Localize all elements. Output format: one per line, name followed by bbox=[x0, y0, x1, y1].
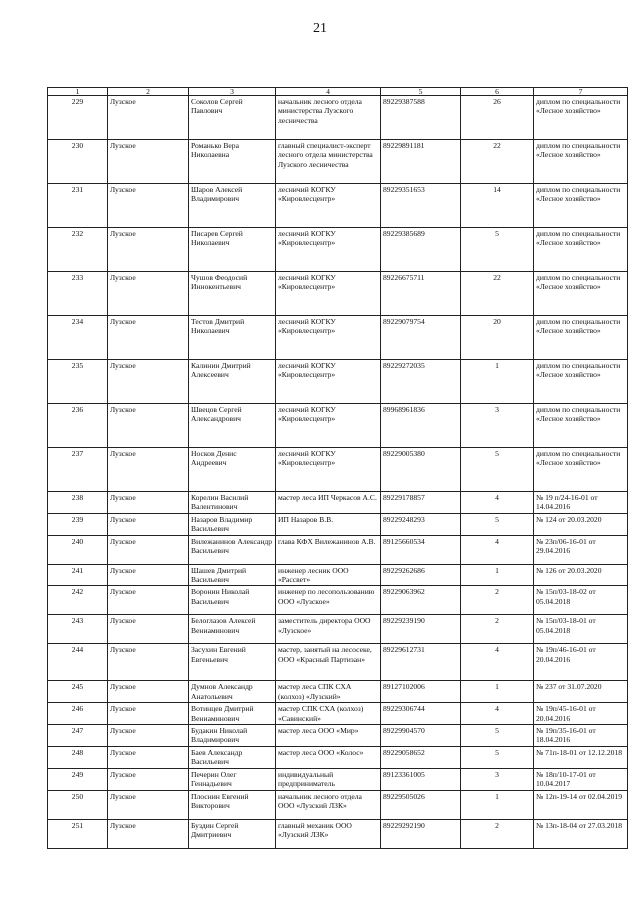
experience-cell: 3 bbox=[461, 404, 534, 448]
table-row bbox=[48, 586, 628, 615]
position-cell: лесничий КОГКУ «Кировлесцентр» bbox=[276, 404, 381, 448]
document-cell: № 15п/03-18-01 от 05.04.2018 bbox=[534, 615, 628, 644]
document-cell: № 126 от 20.03.2020 bbox=[534, 564, 628, 586]
phone-cell: 89968961836 bbox=[381, 404, 461, 448]
experience-cell: 4 bbox=[461, 535, 534, 564]
district-cell: Лузское bbox=[108, 228, 189, 272]
table-row bbox=[48, 681, 628, 703]
phone-cell: 89229248293 bbox=[381, 513, 461, 535]
table-row bbox=[48, 644, 628, 681]
table-row bbox=[48, 316, 628, 360]
position-cell: лесничий КОГКУ «Кировлесцентр» bbox=[276, 316, 381, 360]
position-cell: инженер по лесопользованию ООО «Лузское» bbox=[276, 586, 381, 615]
table-row bbox=[48, 513, 628, 535]
district-cell: Лузское bbox=[108, 404, 189, 448]
table-row bbox=[48, 228, 628, 272]
position-cell: начальник лесного отдела министерства Лузского лесничества bbox=[276, 96, 381, 140]
table-row bbox=[48, 492, 628, 514]
phone-cell: 89127102006 bbox=[381, 681, 461, 703]
phone-cell: 89229612731 bbox=[381, 644, 461, 681]
experience-cell: 2 bbox=[461, 819, 534, 848]
experience-cell: 1 bbox=[461, 681, 534, 703]
document-cell: диплом по специальности «Лесное хозяйство» bbox=[534, 228, 628, 272]
person-name: Чушов Феодосий Иннокентьевич bbox=[189, 272, 276, 316]
column-header: 7 bbox=[534, 88, 628, 96]
row-number: 235 bbox=[48, 360, 108, 404]
row-number: 247 bbox=[48, 725, 108, 747]
experience-cell: 1 bbox=[461, 360, 534, 404]
person-name: Писарев Сергей Николаевич bbox=[189, 228, 276, 272]
position-cell: мастер СПК СХА (колхоз) «Савинский» bbox=[276, 703, 381, 725]
position-cell: лесничий КОГКУ «Кировлесцентр» bbox=[276, 184, 381, 228]
table-row bbox=[48, 768, 628, 790]
experience-cell: 1 bbox=[461, 564, 534, 586]
position-cell: мастер, занятый на лесосеке, ООО «Красный Партизан» bbox=[276, 644, 381, 681]
person-name: Белоглазов Алексей Вениаминович bbox=[189, 615, 276, 644]
table-row bbox=[48, 819, 628, 848]
phone-cell: 89229387588 bbox=[381, 96, 461, 140]
table-row bbox=[48, 404, 628, 448]
table-row bbox=[48, 448, 628, 492]
district-cell: Лузское bbox=[108, 448, 189, 492]
person-name: Шашев Дмитрий Васильевич bbox=[189, 564, 276, 586]
position-cell: инженер лесник ООО «Рассвет» bbox=[276, 564, 381, 586]
district-cell: Лузское bbox=[108, 725, 189, 747]
row-number: 246 bbox=[48, 703, 108, 725]
phone-cell: 89229272035 bbox=[381, 360, 461, 404]
position-cell: лесничий КОГКУ «Кировлесцентр» bbox=[276, 272, 381, 316]
column-header: 2 bbox=[108, 88, 189, 96]
phone-cell: 89229385689 bbox=[381, 228, 461, 272]
position-cell: лесничий КОГКУ «Кировлесцентр» bbox=[276, 228, 381, 272]
district-cell: Лузское bbox=[108, 316, 189, 360]
experience-cell: 1 bbox=[461, 790, 534, 819]
experience-cell: 20 bbox=[461, 316, 534, 360]
experience-cell: 5 bbox=[461, 228, 534, 272]
document-cell: диплом по специальности «Лесное хозяйство» bbox=[534, 96, 628, 140]
row-number: 249 bbox=[48, 768, 108, 790]
position-cell: лесничий КОГКУ «Кировлесцентр» bbox=[276, 448, 381, 492]
person-name: Буздин Сергей Дмитриевич bbox=[189, 819, 276, 848]
experience-cell: 4 bbox=[461, 644, 534, 681]
experience-cell: 2 bbox=[461, 586, 534, 615]
experience-cell: 5 bbox=[461, 513, 534, 535]
district-cell: Лузское bbox=[108, 681, 189, 703]
position-cell: начальник лесного отдела ООО «Лузский ЛЗК» bbox=[276, 790, 381, 819]
person-name: Баев Александр Васильевич bbox=[189, 746, 276, 768]
district-cell: Лузское bbox=[108, 272, 189, 316]
person-name: Соколов Сергей Павлович bbox=[189, 96, 276, 140]
person-name: Плоснин Евгений Викторович bbox=[189, 790, 276, 819]
person-name: Швецов Сергей Александрович bbox=[189, 404, 276, 448]
experience-cell: 4 bbox=[461, 492, 534, 514]
position-cell: мастер леса ООО «Колос» bbox=[276, 746, 381, 768]
phone-cell: 89229178857 bbox=[381, 492, 461, 514]
position-cell: лесничий КОГКУ «Кировлесцентр» bbox=[276, 360, 381, 404]
registry-table bbox=[47, 87, 628, 849]
experience-cell: 4 bbox=[461, 703, 534, 725]
table-row bbox=[48, 535, 628, 564]
row-number: 231 bbox=[48, 184, 108, 228]
phone-cell: 89125660534 bbox=[381, 535, 461, 564]
person-name: Будакин Николай Владимирович bbox=[189, 725, 276, 747]
person-name: Печерин Олег Геннадьевич bbox=[189, 768, 276, 790]
district-cell: Лузское bbox=[108, 790, 189, 819]
document-cell: диплом по специальности «Лесное хозяйство» bbox=[534, 404, 628, 448]
document-cell: диплом по специальности «Лесное хозяйство» bbox=[534, 360, 628, 404]
experience-cell: 5 bbox=[461, 746, 534, 768]
person-name: Калинин Дмитрий Алексеевич bbox=[189, 360, 276, 404]
table-row bbox=[48, 725, 628, 747]
district-cell: Лузское bbox=[108, 360, 189, 404]
phone-cell: 89229063962 bbox=[381, 586, 461, 615]
row-number: 245 bbox=[48, 681, 108, 703]
district-cell: Лузское bbox=[108, 615, 189, 644]
document-cell: диплом по специальности «Лесное хозяйство» bbox=[534, 272, 628, 316]
position-cell: ИП Назаров В.В. bbox=[276, 513, 381, 535]
phone-cell: 89229262686 bbox=[381, 564, 461, 586]
column-header: 6 bbox=[461, 88, 534, 96]
document-cell: № 19 п/24-16-01 от 14.04.2016 bbox=[534, 492, 628, 514]
position-cell: индивидуальный предприниматель bbox=[276, 768, 381, 790]
document-cell: № 19п/46-16-01 от 20.04.2016 bbox=[534, 644, 628, 681]
row-number: 233 bbox=[48, 272, 108, 316]
document-cell: диплом по специальности «Лесное хозяйство» bbox=[534, 184, 628, 228]
position-cell: глава КФХ Вилежанинов А.В. bbox=[276, 535, 381, 564]
document-cell: № 237 от 31.07.2020 bbox=[534, 681, 628, 703]
district-cell: Лузское bbox=[108, 184, 189, 228]
row-number: 241 bbox=[48, 564, 108, 586]
phone-cell: 89123361005 bbox=[381, 768, 461, 790]
document-cell: диплом по специальности «Лесное хозяйство» bbox=[534, 316, 628, 360]
table-row bbox=[48, 272, 628, 316]
experience-cell: 2 bbox=[461, 615, 534, 644]
row-number: 232 bbox=[48, 228, 108, 272]
row-number: 251 bbox=[48, 819, 108, 848]
phone-cell: 89229891181 bbox=[381, 140, 461, 184]
document-cell: № 13п-18-04 от 27.03.2018 bbox=[534, 819, 628, 848]
person-name: Романько Вера Николаевна bbox=[189, 140, 276, 184]
document-cell: № 15п/03-18-02 от 05.04.2018 bbox=[534, 586, 628, 615]
table-row bbox=[48, 564, 628, 586]
page-number: 21 bbox=[313, 21, 327, 36]
column-header: 3 bbox=[189, 88, 276, 96]
row-number: 242 bbox=[48, 586, 108, 615]
position-cell: главный механик ООО «Лузский ЛЗК» bbox=[276, 819, 381, 848]
phone-cell: 89226675711 bbox=[381, 272, 461, 316]
document-cell: № 23п/06-16-01 от 29.04.2016 bbox=[534, 535, 628, 564]
row-number: 243 bbox=[48, 615, 108, 644]
district-cell: Лузское bbox=[108, 492, 189, 514]
phone-cell: 89229306744 bbox=[381, 703, 461, 725]
experience-cell: 14 bbox=[461, 184, 534, 228]
position-cell: мастер леса СПК СХА (колхоз) «Лузский» bbox=[276, 681, 381, 703]
document-cell: диплом по специальности «Лесное хозяйство» bbox=[534, 448, 628, 492]
row-number: 230 bbox=[48, 140, 108, 184]
document-cell: диплом по специальности «Лесное хозяйство» bbox=[534, 140, 628, 184]
document-cell: № 71п-18-01 от 12.12.2018 bbox=[534, 746, 628, 768]
document-cell: № 18п/10-17-01 от 10.04.2017 bbox=[534, 768, 628, 790]
district-cell: Лузское bbox=[108, 96, 189, 140]
district-cell: Лузское bbox=[108, 746, 189, 768]
person-name: Корелин Василий Валентинович bbox=[189, 492, 276, 514]
row-number: 229 bbox=[48, 96, 108, 140]
phone-cell: 89229239190 bbox=[381, 615, 461, 644]
person-name: Назаров Владимир Васильевич bbox=[189, 513, 276, 535]
person-name: Шаров Алексей Владимирович bbox=[189, 184, 276, 228]
person-name: Носков Денис Андреевич bbox=[189, 448, 276, 492]
row-number: 237 bbox=[48, 448, 108, 492]
table-row bbox=[48, 96, 628, 140]
experience-cell: 3 bbox=[461, 768, 534, 790]
header-row bbox=[48, 88, 628, 96]
row-number: 250 bbox=[48, 790, 108, 819]
district-cell: Лузское bbox=[108, 513, 189, 535]
row-number: 239 bbox=[48, 513, 108, 535]
table-row bbox=[48, 703, 628, 725]
person-name: Вотинцев Дмитрий Вениаминович bbox=[189, 703, 276, 725]
phone-cell: 89229351653 bbox=[381, 184, 461, 228]
experience-cell: 22 bbox=[461, 272, 534, 316]
phone-cell: 89229079754 bbox=[381, 316, 461, 360]
phone-cell: 89229292190 bbox=[381, 819, 461, 848]
phone-cell: 89229058652 bbox=[381, 746, 461, 768]
position-cell: заместитель директора ООО «Лузское» bbox=[276, 615, 381, 644]
position-cell: главный специалист-эксперт лесного отдела министерства Лузского лесничества bbox=[276, 140, 381, 184]
table-row bbox=[48, 184, 628, 228]
table-row bbox=[48, 615, 628, 644]
phone-cell: 89229005380 bbox=[381, 448, 461, 492]
position-cell: мастер леса ООО «Мир» bbox=[276, 725, 381, 747]
district-cell: Лузское bbox=[108, 703, 189, 725]
person-name: Тестов Дмитрий Николаевич bbox=[189, 316, 276, 360]
document-cell: № 124 от 20.03.2020 bbox=[534, 513, 628, 535]
row-number: 240 bbox=[48, 535, 108, 564]
experience-cell: 22 bbox=[461, 140, 534, 184]
experience-cell: 26 bbox=[461, 96, 534, 140]
person-name: Вилежанинов Александр Васильевич bbox=[189, 535, 276, 564]
person-name: Засухин Евгений Евгеньевич bbox=[189, 644, 276, 681]
row-number: 248 bbox=[48, 746, 108, 768]
table-row bbox=[48, 360, 628, 404]
document-cell: № 12п-19-14 от 02.04.2019 bbox=[534, 790, 628, 819]
column-header: 5 bbox=[381, 88, 461, 96]
district-cell: Лузское bbox=[108, 535, 189, 564]
document-cell: № 19п/35-16-01 от 18.04.2016 bbox=[534, 725, 628, 747]
row-number: 236 bbox=[48, 404, 108, 448]
row-number: 234 bbox=[48, 316, 108, 360]
document-cell: № 19п/45-16-01 от 20.04.2016 bbox=[534, 703, 628, 725]
experience-cell: 5 bbox=[461, 725, 534, 747]
column-header: 4 bbox=[276, 88, 381, 96]
district-cell: Лузское bbox=[108, 564, 189, 586]
person-name: Воронин Николай Васильевич bbox=[189, 586, 276, 615]
phone-cell: 89229904570 bbox=[381, 725, 461, 747]
experience-cell: 5 bbox=[461, 448, 534, 492]
table-row bbox=[48, 746, 628, 768]
column-header: 1 bbox=[48, 88, 108, 96]
position-cell: мастер леса ИП Черкасов А.С. bbox=[276, 492, 381, 514]
table-row bbox=[48, 790, 628, 819]
row-number: 238 bbox=[48, 492, 108, 514]
district-cell: Лузское bbox=[108, 819, 189, 848]
person-name: Думнов Александр Анатольевич bbox=[189, 681, 276, 703]
district-cell: Лузское bbox=[108, 140, 189, 184]
phone-cell: 89229505026 bbox=[381, 790, 461, 819]
district-cell: Лузское bbox=[108, 644, 189, 681]
table-row bbox=[48, 140, 628, 184]
row-number: 244 bbox=[48, 644, 108, 681]
district-cell: Лузское bbox=[108, 768, 189, 790]
district-cell: Лузское bbox=[108, 586, 189, 615]
